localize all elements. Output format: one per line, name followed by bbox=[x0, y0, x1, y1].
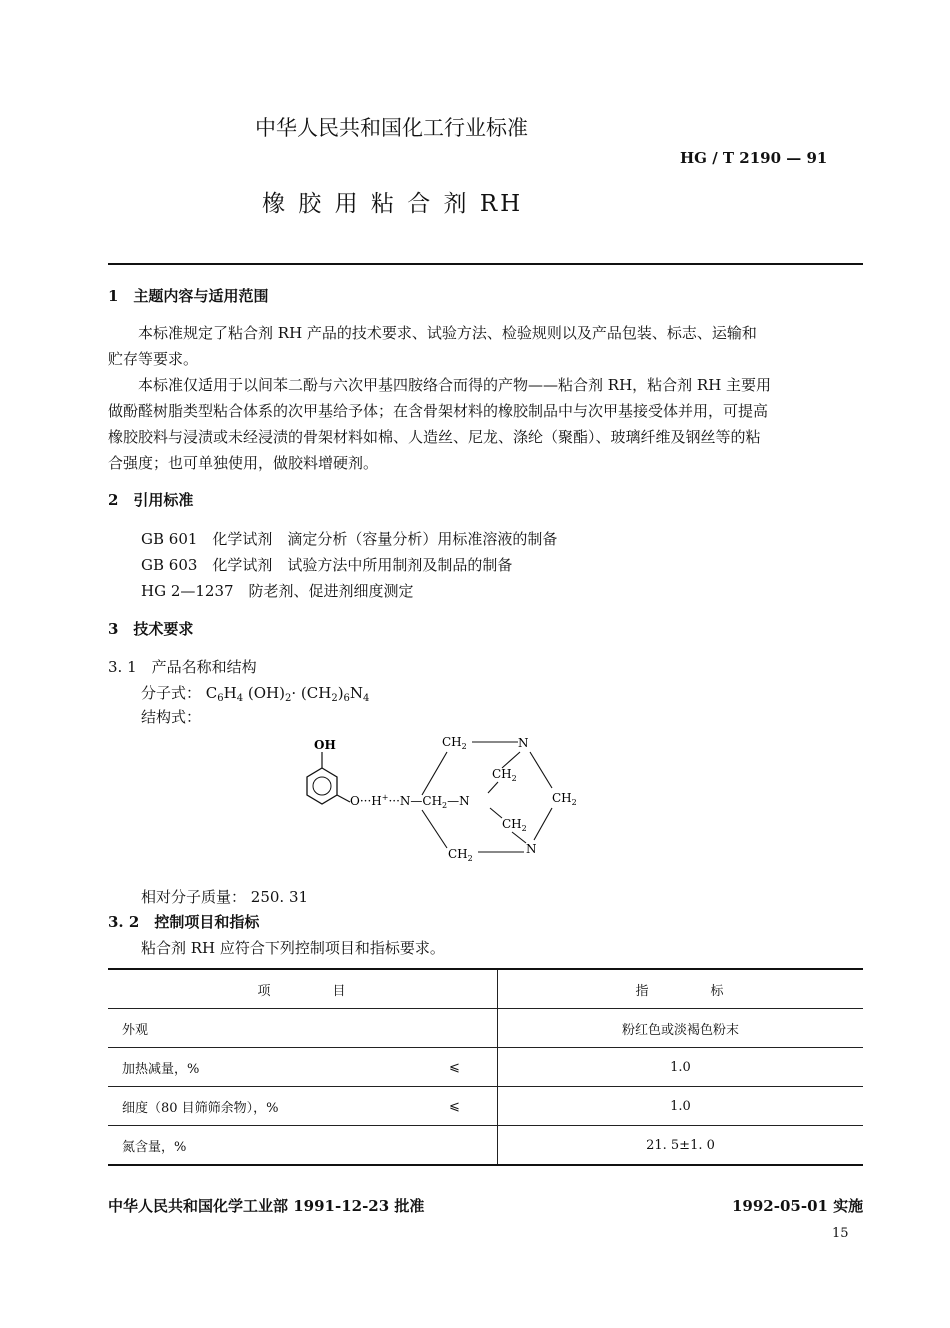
section-1-paragraph-1 bbox=[108, 320, 757, 372]
structural-formula bbox=[290, 730, 610, 870]
section-3-1-heading: 3. 1 产品名称和结构 bbox=[108, 658, 257, 676]
table-row bbox=[108, 1087, 863, 1126]
paragraph-line: 合强度；也可单独使用，做胶料增硬剂。 bbox=[108, 454, 379, 472]
ch2-bottom: $CH_2$ bbox=[448, 847, 473, 863]
oh-label: OH bbox=[314, 738, 336, 752]
hydrogen-bond-chain: $O\cdot\cdot\cdot H^+\cdot\cdot\cdot N—CH_2—N$ bbox=[350, 793, 470, 810]
row-value: 1.0 bbox=[498, 1048, 864, 1087]
org-title: 中华人民共和国化工行业标准 bbox=[255, 116, 528, 140]
section-1-paragraph-2 bbox=[108, 372, 771, 476]
row-operator bbox=[412, 1009, 498, 1048]
molecular-formula bbox=[141, 682, 369, 703]
mass-label: 相对分子质量： bbox=[141, 888, 247, 906]
o-bond bbox=[337, 795, 350, 802]
section-3-2-text: 粘合剂 RH 应符合下列控制项目和指标要求。 bbox=[141, 939, 445, 957]
paragraph-line: 贮存等要求。 bbox=[108, 350, 199, 368]
table-row bbox=[108, 1048, 863, 1087]
molecular-mass bbox=[141, 886, 308, 907]
table-row bbox=[108, 1009, 863, 1048]
mass-value: 250. 31 bbox=[250, 888, 309, 906]
n-bottom: N bbox=[526, 842, 537, 856]
row-value: 粉红色或淡褐色粉末 bbox=[498, 1009, 864, 1048]
row-item: 外观 bbox=[108, 1009, 412, 1048]
row-value: 1.0 bbox=[498, 1087, 864, 1126]
column-header-spec: 指 标 bbox=[498, 969, 864, 1009]
n-top: N bbox=[518, 736, 529, 750]
row-value: 21. 5±1. 0 bbox=[498, 1126, 864, 1166]
ch2-upper-mid: $CH_2$ bbox=[492, 767, 517, 783]
effective-date: 1992-05-01 实施 bbox=[732, 1197, 864, 1215]
paragraph-line: 本标准规定了粘合剂 RH 产品的技术要求、试验方法、检验规则以及产品包装、标志、运输和 bbox=[138, 324, 757, 342]
column-header-item: 项 目 bbox=[108, 969, 498, 1009]
row-operator: ⩽ bbox=[412, 1048, 498, 1087]
specification-table bbox=[108, 968, 863, 1166]
table-row bbox=[108, 1126, 863, 1166]
standard-code: HG / T 2190 — 91 bbox=[680, 149, 828, 167]
approval-line: 中华人民共和国化学工业部 1991-12-23 批准 bbox=[108, 1197, 425, 1215]
section-1-heading: 1 主题内容与适用范围 bbox=[108, 287, 269, 305]
title-rule bbox=[108, 263, 863, 265]
ch2-lower-mid: $CH_2$ bbox=[502, 817, 527, 833]
aromatic-circle bbox=[313, 777, 331, 795]
benzene-ring bbox=[307, 768, 337, 804]
row-operator bbox=[412, 1126, 498, 1166]
document-title: 橡 胶 用 粘 合 剂 RH bbox=[262, 191, 524, 217]
ch2-right: $CH_2$ bbox=[552, 791, 577, 807]
section-3-heading: 3 技术要求 bbox=[108, 620, 194, 638]
structure-label: 结构式： bbox=[141, 708, 202, 726]
paragraph-line: 橡胶胶料与浸渍或未经浸渍的骨架材料如棉、人造丝、尼龙、涤纶（聚酯）、玻璃纤维及钢丝等的粘 bbox=[108, 428, 761, 446]
page-number: 15 bbox=[832, 1226, 849, 1241]
formula-value: $C_6H_4$ $(OH)_2\cdot (CH_2)_6N_4$ bbox=[205, 684, 370, 704]
paragraph-line: 做酚醛树脂类型粘合体系的次甲基给予体；在含骨架材料的橡胶制品中与次甲基接受体并用，可提高 bbox=[108, 402, 769, 420]
reference-gb603: GB 603 化学试剂 试验方法中所用制剂及制品的制备 bbox=[141, 556, 513, 574]
row-operator: ⩽ bbox=[412, 1087, 498, 1126]
reference-gb601: GB 601 化学试剂 滴定分析（容量分析）用标准溶液的制备 bbox=[141, 530, 558, 548]
reference-hg2-1237: HG 2—1237 防老剂、促进剂细度测定 bbox=[141, 582, 414, 600]
section-2-heading: 2 引用标准 bbox=[108, 491, 194, 509]
ch2-top: $CH_2$ bbox=[442, 735, 467, 751]
formula-label: 分子式： bbox=[141, 684, 202, 702]
section-3-2-heading: 3. 2 控制项目和指标 bbox=[108, 913, 260, 931]
row-item: 加热减量，% bbox=[108, 1048, 412, 1087]
table-header-row bbox=[108, 969, 863, 1009]
row-item: 氮含量，% bbox=[108, 1126, 412, 1166]
paragraph-line: 本标准仅适用于以间苯二酚与六次甲基四胺络合而得的产物——粘合剂 RH，粘合剂 RH 主要用 bbox=[138, 376, 772, 394]
row-item: 细度（80 目筛筛余物），% bbox=[108, 1087, 412, 1126]
